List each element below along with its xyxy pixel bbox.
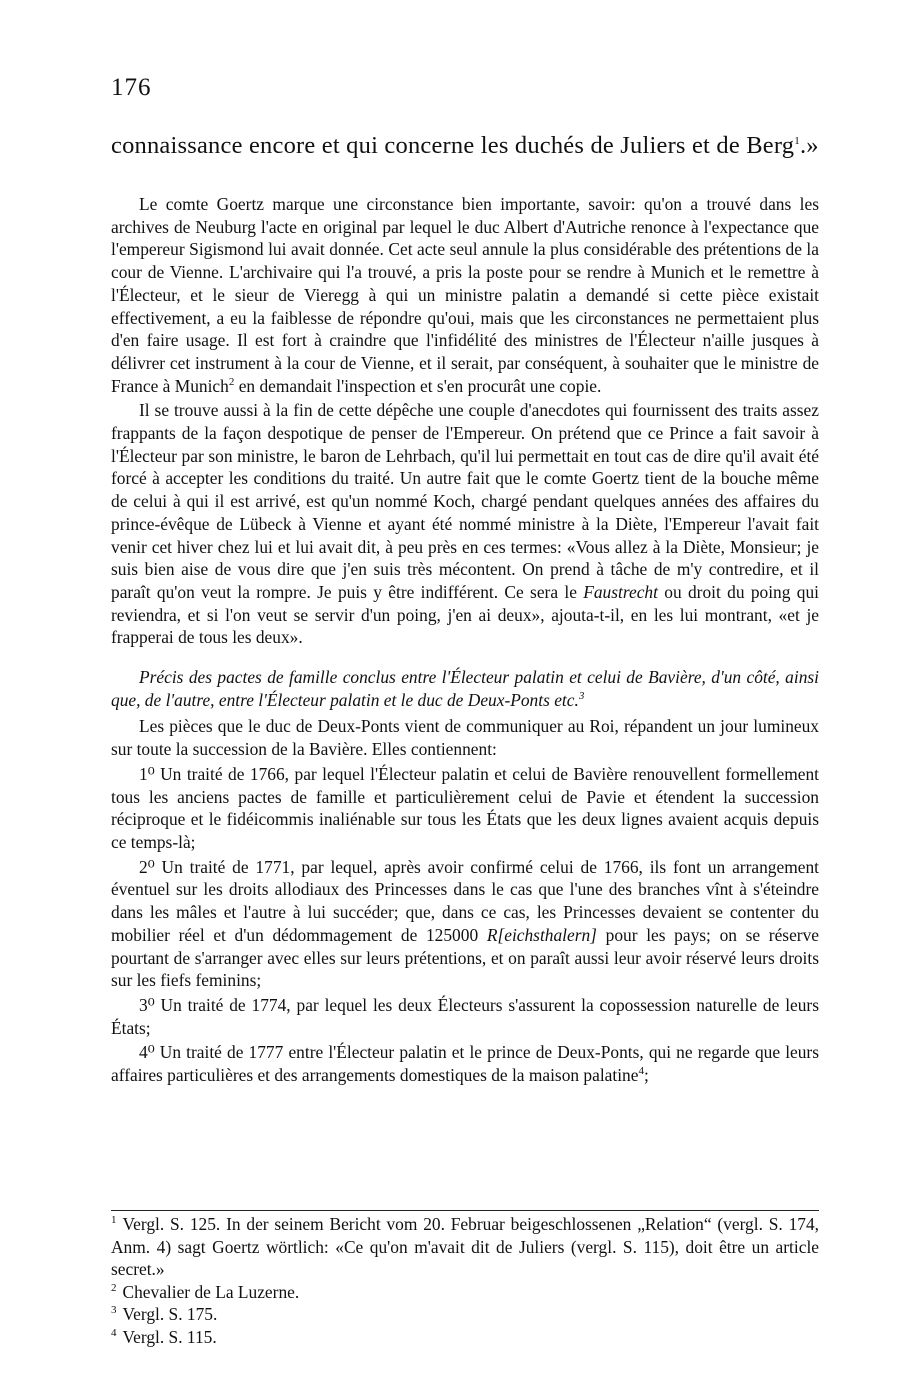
footnote-2 [111,1281,819,1304]
footnote-text: Vergl. S. 115. [122,1326,217,1347]
footnote-divider [111,1210,819,1211]
paragraph-goertz-circumstance [111,193,819,397]
footnote-number: 3 [111,1304,117,1317]
page-number: 176 [111,74,152,101]
footnote-ref-3: 3 [578,689,585,702]
main-text [111,193,819,1087]
footnote-3 [111,1303,819,1326]
footnote-4 [111,1326,819,1349]
footnotes [111,1213,819,1348]
footnote-ref-4: 4 [638,1065,644,1078]
footnote-number: 1 [111,1214,117,1227]
footnote-text: Vergl. S. 175. [122,1304,218,1324]
footnote-ref-1: 1 [794,134,800,147]
list-item-1: 1⁰ Un traité de 1766, par lequel l'Électeur palatin et celui de Bavière renouvellent formellement tous les anciens pactes de famille et particulièrement celui de Pavie et étendent la succession réciproque et le fidéicommis inaliénable sur tous les États que les deux lignes avaient acquis depuis ce temps-là; [111,763,819,852]
footnote-number: 2 [111,1281,117,1294]
paragraph-text: Le comte Goertz marque une circonstance bien importante, savoir: qu'on a trouvé dans les archives de Neuburg l'acte en original par lequel le duc Albert d'Autriche renonce à l'expectance que l'empereur Sigismond lui avait donnée. Cet acte seul annule la plus considérable des prétentions de la cour de Vienne. L'archivaire qui l'a trouvé, a pris la poste pour se rendre à Munich et le remettre à l'Électeur, et le sieur de Vieregg à qui un ministre palatin a demandé si cette pièce existait effectivement, a eu la faiblesse de répondre qu'oui, mais que les circonstances ne permettaient plus d'en faire usage. Il est fort à craindre que l'infidélité des ministres de l'Électeur n'aille jusques à délivrer cet instrument à la cour de Vienne, et il serait, par conséquent, à souhaiter que le ministre de France à Munich [111,194,819,396]
item-tail: pour les pays; on se réserve pourtant de s'arranger avec elles sur leurs prétentions, et on paraît aussi leur avoir réservé leurs droits sur les fiefs feminins; [111,924,819,991]
emphasis-faustrecht: Faustrecht [583,581,658,602]
item-tail: ; [643,1065,649,1086]
emphasis-reichsthalern: R[eichsthalern] [486,924,597,945]
paragraph-intro: Les pièces que le duc de Deux-Ponts vient de communiquer au Roi, répandent un jour lumineux sur toute la succession de la Bavière. Elles contiennent: [111,716,819,760]
footnote-1 [111,1213,819,1281]
opening-line [111,131,819,161]
list-item-2 [111,856,819,992]
heading-text: Précis des pactes de famille conclus entre l'Électeur palatin et celui de Bavière, d'un côté, ainsi que, de l'autre, entre l'Électeur palatin et le duc de Deux-Ponts etc. [111,667,819,710]
footnote-ref-2: 2 [228,375,235,388]
item-text: 2⁰ Un traité de 1771, par lequel, après avoir confirmé celui de 1766, ils font un arrangement éventuel sur les droits allodiaux des Princesses dans le cas que l'une des branches vînt à s'éteindre dans les mâles et l'autre à lui succéder; que, dans ce cas, les Princesses devaient se contenter du mobilier réel et d'un dédommagement de 125000 [111,856,819,945]
list-item-3: 3⁰ Un traité de 1774, par lequel les deux Électeurs s'assurent la copossession naturelle de leurs États; [111,994,819,1038]
footnote-number: 4 [111,1326,117,1339]
paragraph-tail: en demandait l'inspection et s'en procurât une copie. [234,375,602,396]
opening-text: connaissance encore et qui concerne les duchés de Juliers et de Berg [111,132,795,159]
paragraph-anecdotes [111,399,819,649]
footnote-text: Vergl. S. 125. In der seinem Bericht vom 20. Februar beigeschlossenen „Relation“ (vergl. S. 174, Anm. 4) sagt Goertz wörtlich: «Ce qu'on m'avait dit de Juliers (vergl. S. 115), doit être un article secret.» [111,1214,819,1279]
item-text: 4⁰ Un traité de 1777 entre l'Électeur palatin et le prince de Deux-Ponts, qui ne regarde que leurs affaires particulières et des arrangements domestiques de la maison palatine [111,1042,819,1086]
paragraph-tail: ou droit du poing qui reviendra, et si l'on veut se servir d'un poing, j'en ai deux», ajouta-t-il, en les lui montrant, «et je frapperai de tous les deux». [111,581,819,648]
paragraph-text: Il se trouve aussi à la fin de cette dépêche une couple d'anecdotes qui fournissent des traits assez frappants de la façon despotique de penser de l'Empereur. On prétend que ce Prince a fait savoir à l'Électeur par son ministre, le baron de Lehrbach, qu'il lui permettait en tout cas de dire qu'il avait été forcé à accepter les conditions du traité. Un autre fait que le comte Goertz tient de la bouche même de celui à qui il est arrivé, est qu'un nommé Koch, chargé pendant quelques années des affaires du prince-évêque de Lübeck à Vienne et ayant été nommé ministre à la Diète, l'Empereur l'avait fait venir cet hiver chez lui et lui avait dit, à peu près en ces termes: «Vous allez à la Diète, Monsieur; je suis bien aise de vous dire que j'en suis très mécontent. On prend à tâche de m'y contredire, et il paraît qu'on veut la rompre. Je puis y être indifférent. Ce sera le [111,400,819,602]
footnote-text: Chevalier de La Luzerne. [122,1281,300,1302]
list-item-4 [111,1041,819,1086]
section-heading [111,666,819,711]
opening-tail: .» [799,132,819,159]
